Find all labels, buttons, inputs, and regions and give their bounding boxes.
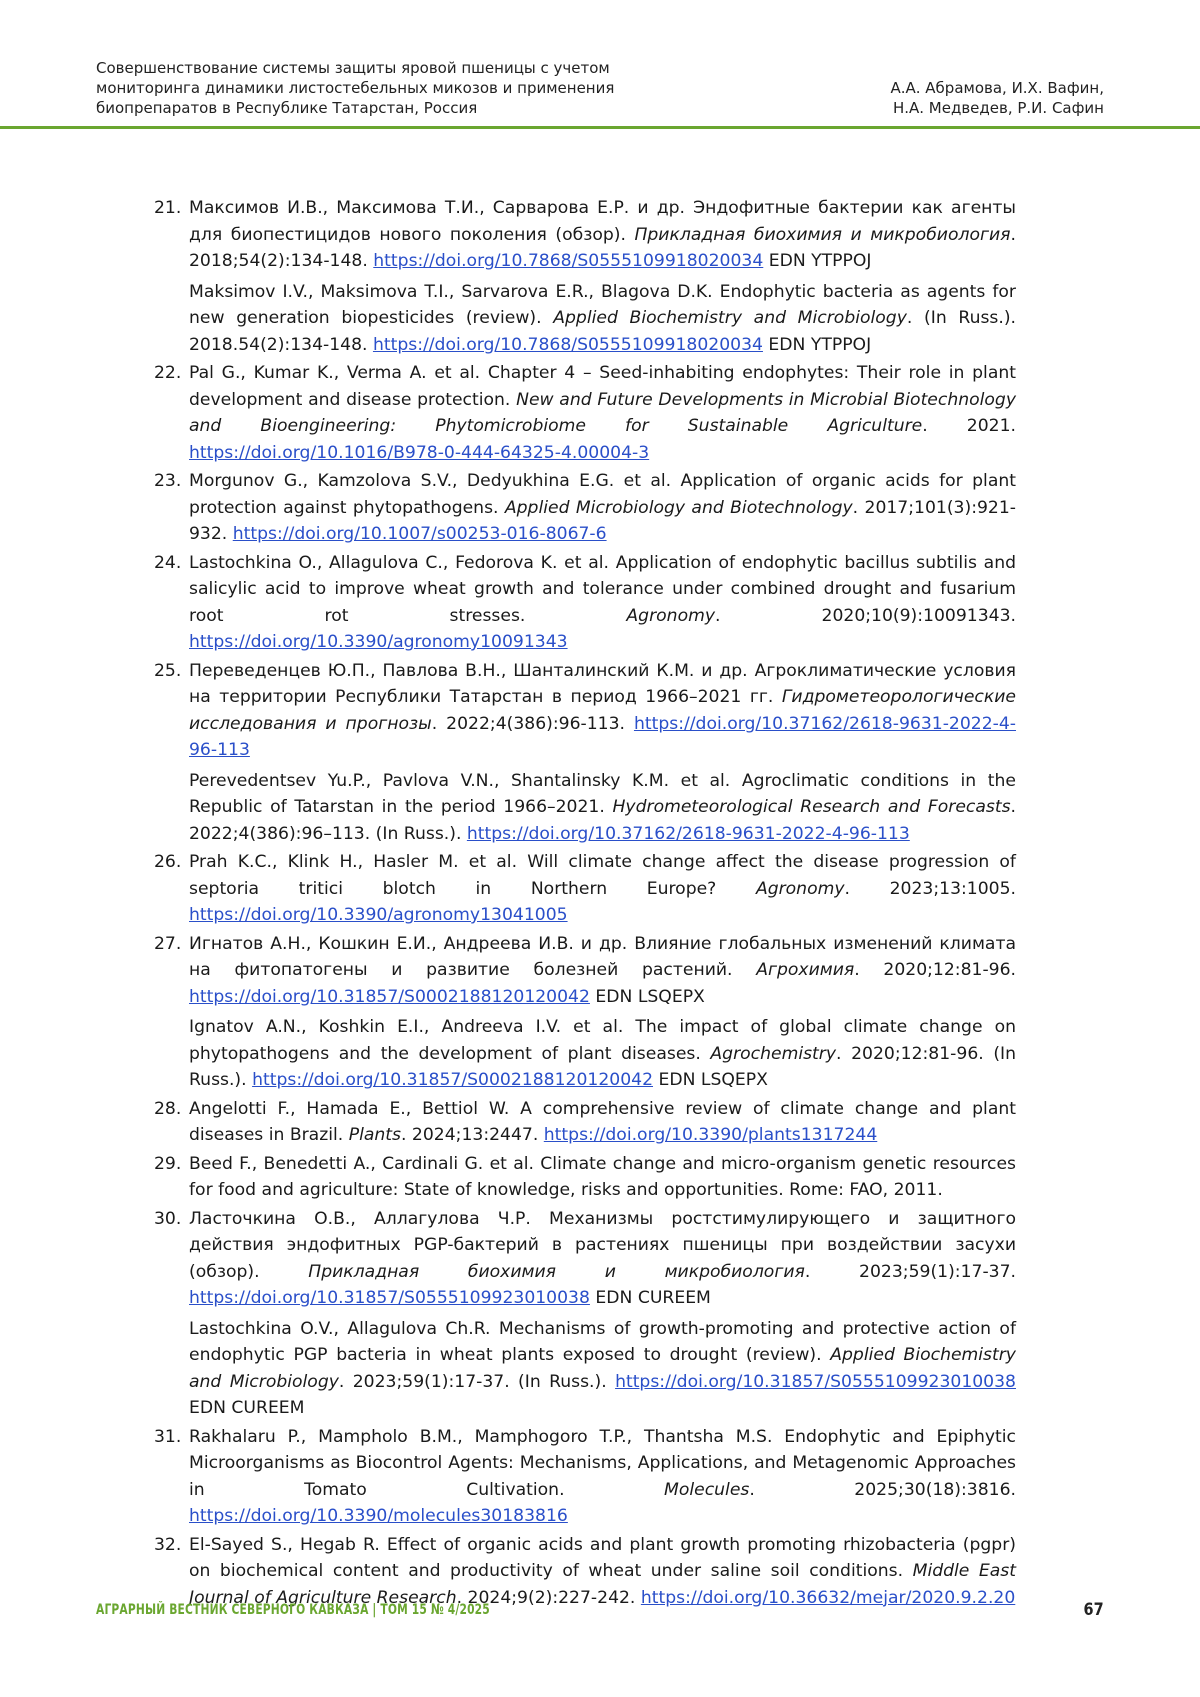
journal-title: New and Future Developments in Microbial Biotechnology and Bioengineering: Phytomicrobiome for Sustainable Agriculture (189, 389, 1017, 436)
reference-entry (189, 658, 1016, 764)
reference-entry (189, 1532, 1016, 1612)
reference-text: Morgunov G., Kamzolova S.V., Dedyukhina E.G. et al. Application of organic acids for plant protection against phytopathogens. (189, 471, 1016, 518)
running-head-title-line: Совершенствование системы защиты яровой пшеницы с учетом (96, 59, 610, 77)
journal-title: Applied Microbiology and Biotechnology (504, 497, 853, 518)
reference-item (154, 658, 1016, 848)
reference-text: Ignatov A.N., Koshkin E.I., Andreeva I.V. et al. The impact of global climate change on phytopathogens and the development of plant diseases. (189, 1017, 1016, 1064)
reference-body (189, 550, 1016, 656)
doi-link[interactable]: https://doi.org/10.3390/agronomy10091343 (189, 632, 568, 652)
journal-title: Hydrometeorological Research and Forecasts (612, 797, 1011, 817)
reference-body (189, 849, 1016, 929)
running-head-authors (684, 78, 1104, 118)
reference-text: . 2024;9(2):227-242. (456, 1587, 641, 1608)
reference-item (154, 1206, 1016, 1422)
doi-link[interactable]: https://doi.org/10.31857/S0555109923010038 (615, 1371, 1016, 1392)
reference-text: Rakhalaru P., Mampholo B.M., Mamphogoro T.P., Thantsha M.S. Endophytic and Epiphytic Microorganisms as Biocontrol Agents: Mechanisms, Applications, and Metagenomic Approaches in Tomato Cultivation. (189, 1426, 1016, 1500)
running-head-authors-line: Н.А. Медведев, Р.И. Сафин (892, 99, 1104, 117)
reference-body (189, 468, 1016, 548)
journal-title: Agronomy (755, 878, 845, 899)
journal-title: Applied Biochemistry and Microbiology (553, 308, 907, 328)
doi-link[interactable]: https://doi.org/10.3390/plants1317244 (543, 1125, 878, 1145)
doi-link[interactable]: https://doi.org/10.31857/S0002188120120042 (189, 986, 590, 1007)
journal-title: Applied Biochemistry and Microbiology (189, 1345, 1016, 1392)
reference-item (154, 1151, 1016, 1204)
running-head-title (96, 58, 696, 118)
doi-link[interactable]: https://doi.org/10.7868/S0555109918020034 (372, 334, 763, 355)
page-number: 67 (1083, 1600, 1104, 1620)
doi-link[interactable]: https://doi.org/10.36632/mejar/2020.9.2.20 (640, 1587, 1016, 1608)
reference-number: 27. (154, 933, 182, 954)
reference-text: . 2020;10(9):10091343. (715, 605, 1016, 626)
reference-item (154, 195, 1016, 358)
journal-title: Plants (348, 1125, 401, 1145)
reference-item (154, 1096, 1016, 1149)
reference-text: . 2021. (922, 416, 1017, 436)
reference-text: . 2023;13:1005. (844, 878, 1016, 899)
doi-link[interactable]: https://doi.org/10.3390/agronomy13041005 (189, 905, 568, 925)
reference-body (189, 1532, 1016, 1612)
reference-entry (189, 768, 1016, 848)
reference-text: . 2022;4(386):96–113. (In Russ.). (189, 797, 1017, 844)
reference-entry (189, 849, 1016, 929)
running-head-title-line: мониторинга динамики листостебельных микозов и применения (96, 79, 615, 97)
doi-link[interactable]: https://doi.org/10.1007/s00253-016-8067-6 (232, 524, 607, 544)
reference-number: 25. (154, 660, 182, 681)
reference-text: . 2022;4(386):96-113. (431, 713, 634, 734)
reference-text: Maksimov I.V., Maksimova T.I., Sarvarova E.R., Blagova D.K. Endophytic bacteria as agents for new generation biopesticides (review). (189, 281, 1016, 328)
reference-item (154, 468, 1016, 548)
reference-text: . 2025;30(18):3816. (749, 1479, 1016, 1500)
reference-entry (189, 931, 1016, 1011)
reference-body (189, 658, 1016, 848)
reference-text: . 2023;59(1):17-37. (In Russ.). (338, 1371, 616, 1392)
reference-entry (189, 195, 1016, 275)
journal-title: Middle East Journal of Agriculture Research (189, 1561, 1016, 1608)
reference-entry (189, 1096, 1016, 1149)
reference-text: Переведенцев Ю.П., Павлова В.Н., Шанталинский К.М. и др. Агроклиматические условия на территории Республики Татарстан в период 1966–2021 гг. (189, 660, 1016, 707)
doi-link[interactable]: https://doi.org/10.1016/B978-0-444-64325-4.00004-3 (189, 442, 650, 463)
doi-link[interactable]: https://doi.org/10.7868/S0555109918020034 (373, 251, 764, 271)
header-divider (0, 126, 1200, 129)
reference-text: EDN CUREEM (589, 1288, 711, 1308)
reference-text: . 2024;13:2447. (400, 1125, 544, 1145)
reference-item (154, 849, 1016, 929)
reference-item (154, 1532, 1016, 1612)
journal-title: Агрохимия (756, 960, 855, 980)
reference-text: Angelotti F., Hamada E., Bettiol W. A comprehensive review of climate change and plant diseases in Brazil. (189, 1098, 1016, 1145)
reference-entry (189, 1151, 1016, 1204)
journal-title: Molecules (664, 1479, 750, 1500)
reference-number: 29. (154, 1153, 182, 1174)
reference-text: Lastochkina O.V., Allagulova Ch.R. Mechanisms of growth-promoting and protective action of endophytic PGP bacteria in wheat plants exposed to drought (review). (189, 1318, 1016, 1365)
running-head-authors-line: А.А. Абрамова, И.Х. Вафин, (890, 79, 1104, 97)
reference-number: 32. (154, 1534, 182, 1555)
reference-text: EDN LSQEPX (653, 1070, 768, 1090)
reference-text: El-Sayed S., Hegab R. Effect of organic acids and plant growth promoting rhizobacteria (pgpr) on biochemical content and productivity of wheat under saline soil conditions. (189, 1534, 1016, 1581)
running-head-title-line: биопрепаратов в Республике Татарстан, Россия (96, 99, 478, 117)
footer-journal-name: АГРАРНЫЙ ВЕСТНИК СЕВЕРНОГО КАВКАЗА | ТОМ 15 № 4/2025 (96, 1602, 490, 1618)
reference-number: 21. (154, 198, 182, 218)
reference-body (189, 195, 1016, 358)
reference-item (154, 360, 1016, 466)
journal-title: Гидрометеорологические исследования и прогнозы (189, 687, 1016, 734)
journal-title: Agrochemistry (710, 1043, 837, 1064)
reference-number: 26. (154, 852, 182, 872)
reference-body (189, 1424, 1016, 1530)
reference-entry (189, 279, 1016, 359)
reference-item (154, 550, 1016, 656)
reference-text: Pal G., Kumar K., Verma A. et al. Chapter 4 – Seed-inhabiting endophytes: Their role in plant development and disease protection. (189, 363, 1016, 410)
reference-text: . 2023;59(1):17-37. (804, 1261, 1016, 1282)
reference-entry (189, 468, 1016, 548)
reference-text: . (In Russ.). 2018.54(2):134-148. (189, 308, 1016, 355)
reference-number: 22. (154, 363, 182, 383)
doi-link[interactable]: https://doi.org/10.37162/2618-9631-2022-4-96-113 (466, 823, 910, 844)
reference-text: Lastochkina O., Allagulova C., Fedorova K. et al. Application of endophytic bacillus subtilis and salicylic acid to improve wheat growth and tolerance under combined drought and fusarium root rot stresses. (189, 552, 1016, 626)
reference-text: EDN CUREEM (189, 1398, 305, 1418)
reference-entry (189, 1206, 1016, 1312)
reference-body (189, 931, 1016, 1094)
reference-entry (189, 1316, 1016, 1422)
reference-text: Ласточкина О.В., Аллагулова Ч.Р. Механизмы ростстимулирующего и защитного действия эндофитных PGP-бактерий в растениях пшеницы при воздействии засухи (обзор). (189, 1208, 1016, 1282)
reference-text: Perevedentsev Yu.P., Pavlova V.N., Shantalinsky K.M. et al. Agroclimatic conditions in the Republic of Tatarstan in the period 1966–2021. (189, 770, 1016, 817)
reference-number: 30. (154, 1208, 182, 1229)
reference-number: 28. (154, 1098, 182, 1119)
reference-body (189, 360, 1016, 466)
reference-entry (189, 1424, 1016, 1530)
reference-text: EDN LSQEPX (589, 986, 705, 1007)
reference-text: Максимов И.В., Максимова Т.И., Сарварова Е.Р. и др. Эндофитные бактерии как агенты для биопестицидов нового поколения (обзор). (189, 198, 1016, 245)
reference-text: . 2017;101(3):921-932. (189, 497, 1016, 544)
reference-body (189, 1206, 1016, 1422)
doi-link[interactable]: https://doi.org/10.3390/molecules30183816 (189, 1506, 568, 1526)
doi-link[interactable]: https://doi.org/10.37162/2618-9631-2022-4-96-113 (189, 713, 1016, 760)
reference-list (154, 195, 1016, 1613)
doi-link[interactable]: https://doi.org/10.31857/S0555109923010038 (189, 1288, 590, 1308)
reference-text: . 2018;54(2):134-148. (189, 224, 1016, 271)
reference-entry (189, 1014, 1016, 1094)
reference-text: Игнатов А.Н., Кошкин Е.И., Андреева И.В. и др. Влияние глобальных изменений климата на фитопатогены и развитие болезней растений. (189, 933, 1016, 980)
reference-body (189, 1151, 1016, 1204)
reference-text: . 2020;12:81-96. (In Russ.). (189, 1043, 1016, 1090)
journal-title: Прикладная биохимия и микробиология (308, 1261, 805, 1282)
reference-body (189, 1096, 1016, 1149)
reference-text: . 2020;12:81-96. (854, 960, 1016, 980)
reference-text: Prah K.C., Klink H., Hasler M. et al. Will climate change affect the disease progression of septoria tritici blotch in Northern Europe? (189, 852, 1016, 899)
reference-item (154, 931, 1016, 1094)
reference-entry (189, 360, 1016, 466)
reference-text: EDN YTPPOJ (762, 334, 872, 355)
journal-title: Прикладная биохимия и микробиология (634, 224, 1011, 245)
reference-text: Beed F., Benedetti A., Cardinali G. et al. Climate change and micro-organism genetic resources for food and agriculture: State of knowledge, risks and opportunities. Rome: FAO, 2011. (189, 1153, 1016, 1200)
doi-link[interactable]: https://doi.org/10.31857/S0002188120120042 (252, 1070, 654, 1090)
journal-title: Agronomy (626, 605, 715, 626)
reference-item (154, 1424, 1016, 1530)
reference-number: 31. (154, 1426, 182, 1447)
reference-number: 24. (154, 552, 182, 573)
reference-entry (189, 550, 1016, 656)
reference-text: EDN YTPPOJ (763, 251, 872, 271)
reference-number: 23. (154, 471, 182, 491)
